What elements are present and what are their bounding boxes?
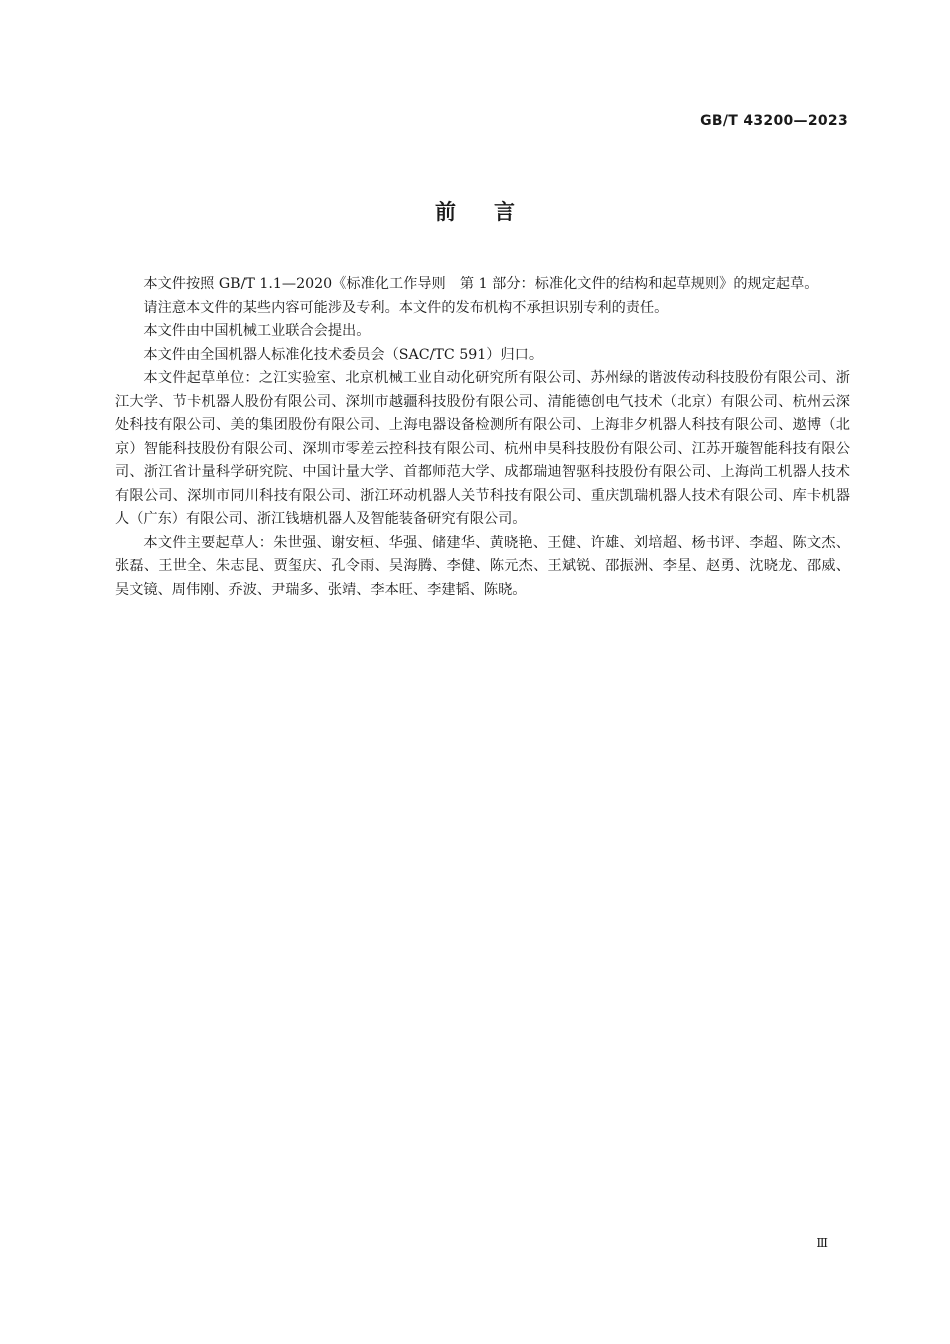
page-title: 前言 <box>435 200 553 224</box>
paragraph-patent-notice: 请注意本文件的某些内容可能涉及专利。本文件的发布机构不承担识别专利的责任。 <box>143 299 669 316</box>
paragraph-drafting-organizations: 本文件起草单位：之江实验室、北京机械工业自动化研究所有限公司、苏州绿的谐波传动科技股份有限公司、浙江大学、节卡机器人股份有限公司、深圳市越疆科技股份有限公司、清能德创电气技术（北京）有限公司、杭州云深处科技有限公司、美的集团股份有限公司、上海电器设备检测所有限公司、上海非夕机器人科技有限公司、遨博（北京）智能科技股份有限公司、深圳市零差云控科技有限公司、杭州申昊科技股份有限公司、江苏开璇智能科技有限公司、浙江省计量科学研究院、中国计量大学、首都师范大学、成都瑞迪智驱科技股份有限公司、上海尚工机器人技术有限公司、深圳市同川科技有限公司、浙江环动机器人关节科技有限公司、重庆凯瑞机器人技术有限公司、库卡机器人（广东）有限公司、浙江钱塘机器人及智能装备研究有限公司。 <box>115 370 850 527</box>
paragraph-main-drafters: 本文件主要起草人：朱世强、谢安桓、华强、储建华、黄晓艳、王健、许雄、刘培超、杨书评、李超、陈文杰、张磊、王世全、朱志昆、贾玺庆、孔令雨、吴海腾、李健、陈元杰、王斌锐、邵振洲、李星、赵勇、沈晓龙、邵威、吴文镜、周伟刚、乔波、尹瑞多、张靖、李本旺、李建韬、陈晓。 <box>115 534 850 598</box>
standard-number: GB/T 43200—2023 <box>700 113 848 129</box>
paragraph-drafting-rules: 本文件按照 GB/T 1.1—2020《标准化工作导则 第 1 部分：标准化文件的结构和起草规则》的规定起草。 <box>143 276 819 292</box>
foreword-body <box>115 273 850 602</box>
page-number: Ⅲ <box>816 1236 828 1250</box>
paragraph-under-jurisdiction: 本文件由全国机器人标准化技术委员会（SAC/TC 591）归口。 <box>143 346 544 363</box>
paragraph-proposed-by: 本文件由中国机械工业联合会提出。 <box>143 323 371 339</box>
